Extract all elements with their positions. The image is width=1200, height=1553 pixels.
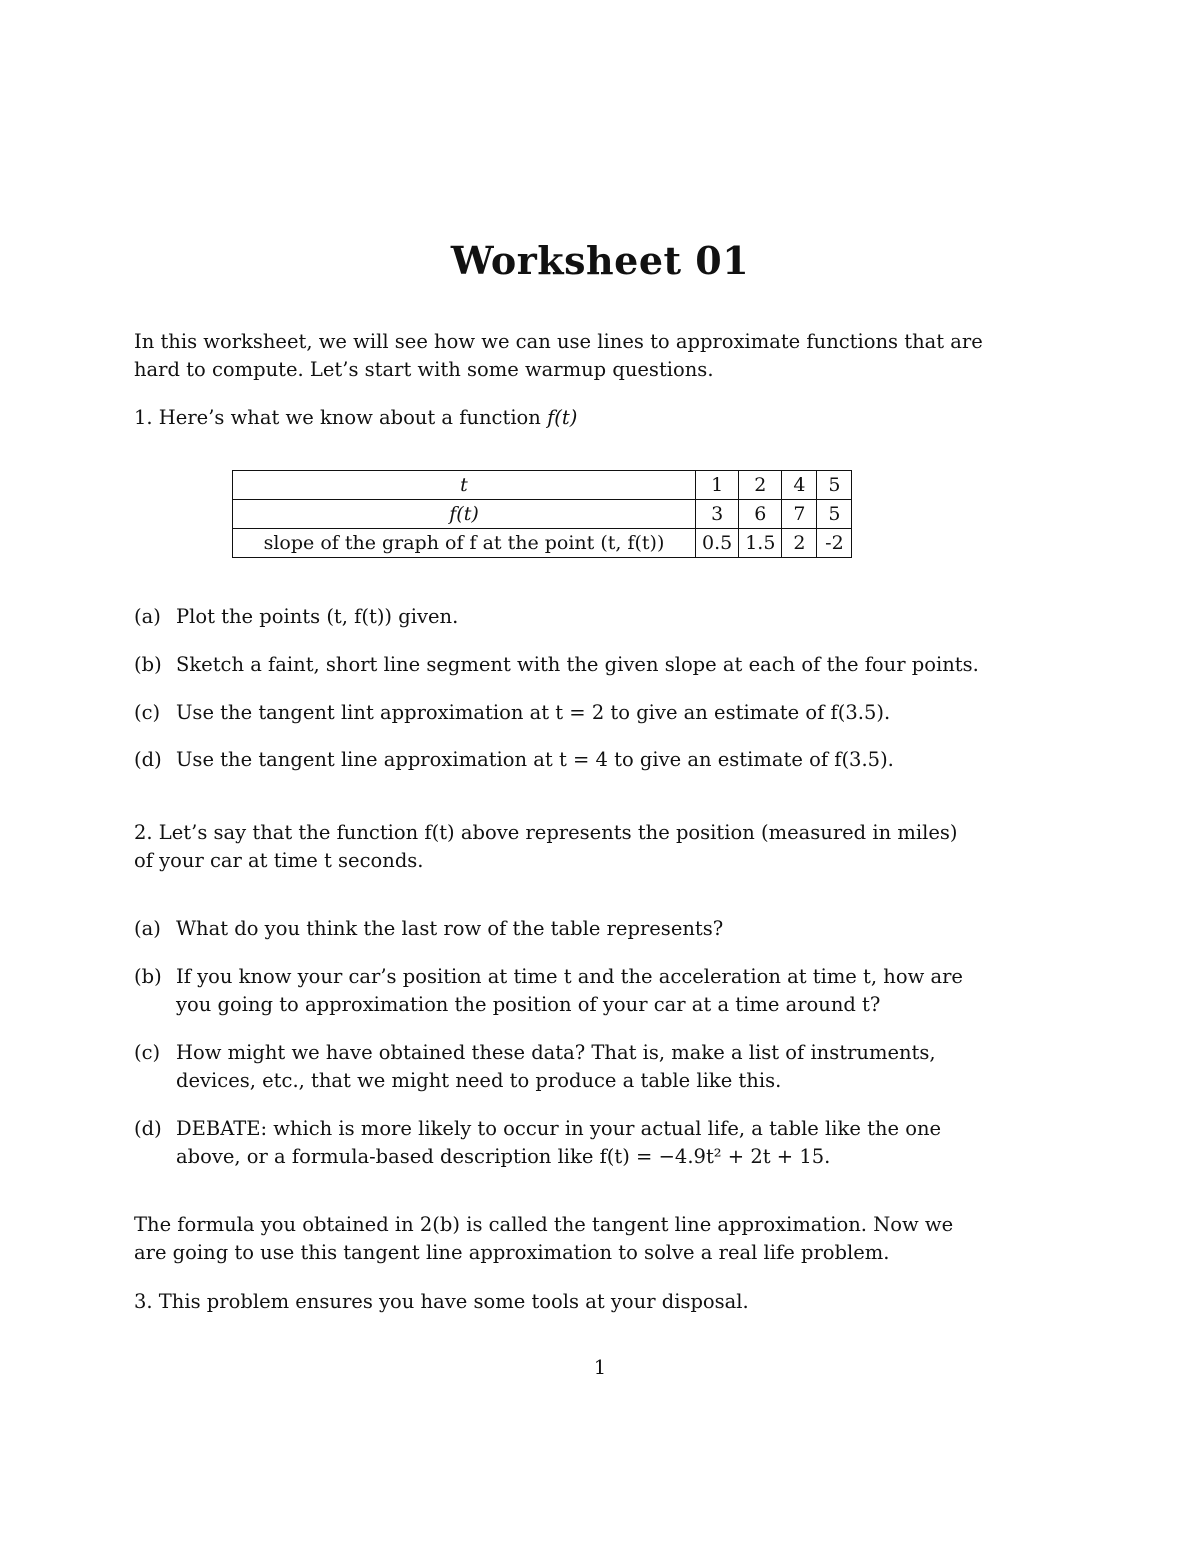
outro-line-2: are going to use this tangent line approximation to solve a real life problem. (134, 1241, 890, 1264)
outro-line-1: The formula you obtained in 2(b) is called the tangent line approximation. Now we (134, 1213, 954, 1236)
item-label: (c) (134, 1041, 161, 1064)
question-2-line-1: 2. Let’s say that the function f(t) above represents the position (measured in miles) (134, 821, 958, 844)
page-number: 1 (593, 1356, 607, 1379)
table-row-t (233, 471, 852, 500)
function-data-table (232, 470, 852, 558)
item-label: (d) (134, 1117, 162, 1140)
item-label: (a) (134, 917, 161, 940)
item-text: above, or a formula-based description like f(t) = −4.9t² + 2t + 15. (176, 1145, 831, 1168)
intro-line-1: In this worksheet, we will see how we can use lines to approximate functions that are (134, 330, 983, 353)
row-label-t: t (233, 471, 696, 500)
table-cell: 0.5 (696, 529, 739, 558)
table-cell: 1 (696, 471, 739, 500)
item-label: (a) (134, 605, 161, 628)
item-text: devices, etc., that we might need to produce a table like this. (176, 1069, 782, 1092)
table-row-slope (233, 529, 852, 558)
item-label: (b) (134, 965, 162, 988)
intro-line-2: hard to compute. Let’s start with some warmup questions. (134, 358, 714, 381)
item-text: Use the tangent lint approximation at t = 2 to give an estimate of f(3.5). (176, 701, 891, 724)
question-1-prefix: 1. Here’s what we know about a function (134, 406, 548, 429)
item-text: What do you think the last row of the table represents? (176, 917, 724, 940)
item-text: If you know your car’s position at time t and the acceleration at time t, how are (176, 965, 963, 988)
row-label-slope: slope of the graph of f at the point (t, f(t)) (233, 529, 696, 558)
table-cell: 6 (739, 500, 782, 529)
table-cell: 4 (782, 471, 817, 500)
intro-paragraph (134, 328, 984, 384)
table-cell: 5 (817, 471, 852, 500)
item-label: (d) (134, 748, 162, 771)
question-2-line-2: of your car at time t seconds. (134, 849, 424, 872)
item-label: (c) (134, 701, 161, 724)
page-title: Worksheet 01 (450, 238, 750, 283)
question-3-heading (134, 1288, 984, 1316)
outro-paragraph (134, 1211, 984, 1267)
table-cell: 2 (739, 471, 782, 500)
item-text: DEBATE: which is more likely to occur in your actual life, a table like the one (176, 1117, 942, 1140)
item-text: Use the tangent line approximation at t = 4 to give an estimate of f(3.5). (176, 748, 894, 771)
item-label: (b) (134, 653, 162, 676)
item-text: Sketch a faint, short line segment with the given slope at each of the four points. (176, 653, 979, 676)
table-row-f (233, 500, 852, 529)
question-3-text: 3. This problem ensures you have some tools at your disposal. (134, 1290, 749, 1313)
table-cell: 2 (782, 529, 817, 558)
row-label-f: f(t) (233, 500, 696, 529)
question-1-function: f(t) (547, 406, 578, 429)
question-2-heading (134, 819, 984, 875)
item-text: you going to approximation the position of your car at a time around t? (176, 993, 881, 1016)
table-cell: 1.5 (739, 529, 782, 558)
table-cell: 5 (817, 500, 852, 529)
item-text: How might we have obtained these data? That is, make a list of instruments, (176, 1041, 936, 1064)
table-cell: 7 (782, 500, 817, 529)
question-1-heading (134, 404, 984, 432)
item-text: Plot the points (t, f(t)) given. (176, 605, 459, 628)
table-cell: -2 (817, 529, 852, 558)
table-cell: 3 (696, 500, 739, 529)
